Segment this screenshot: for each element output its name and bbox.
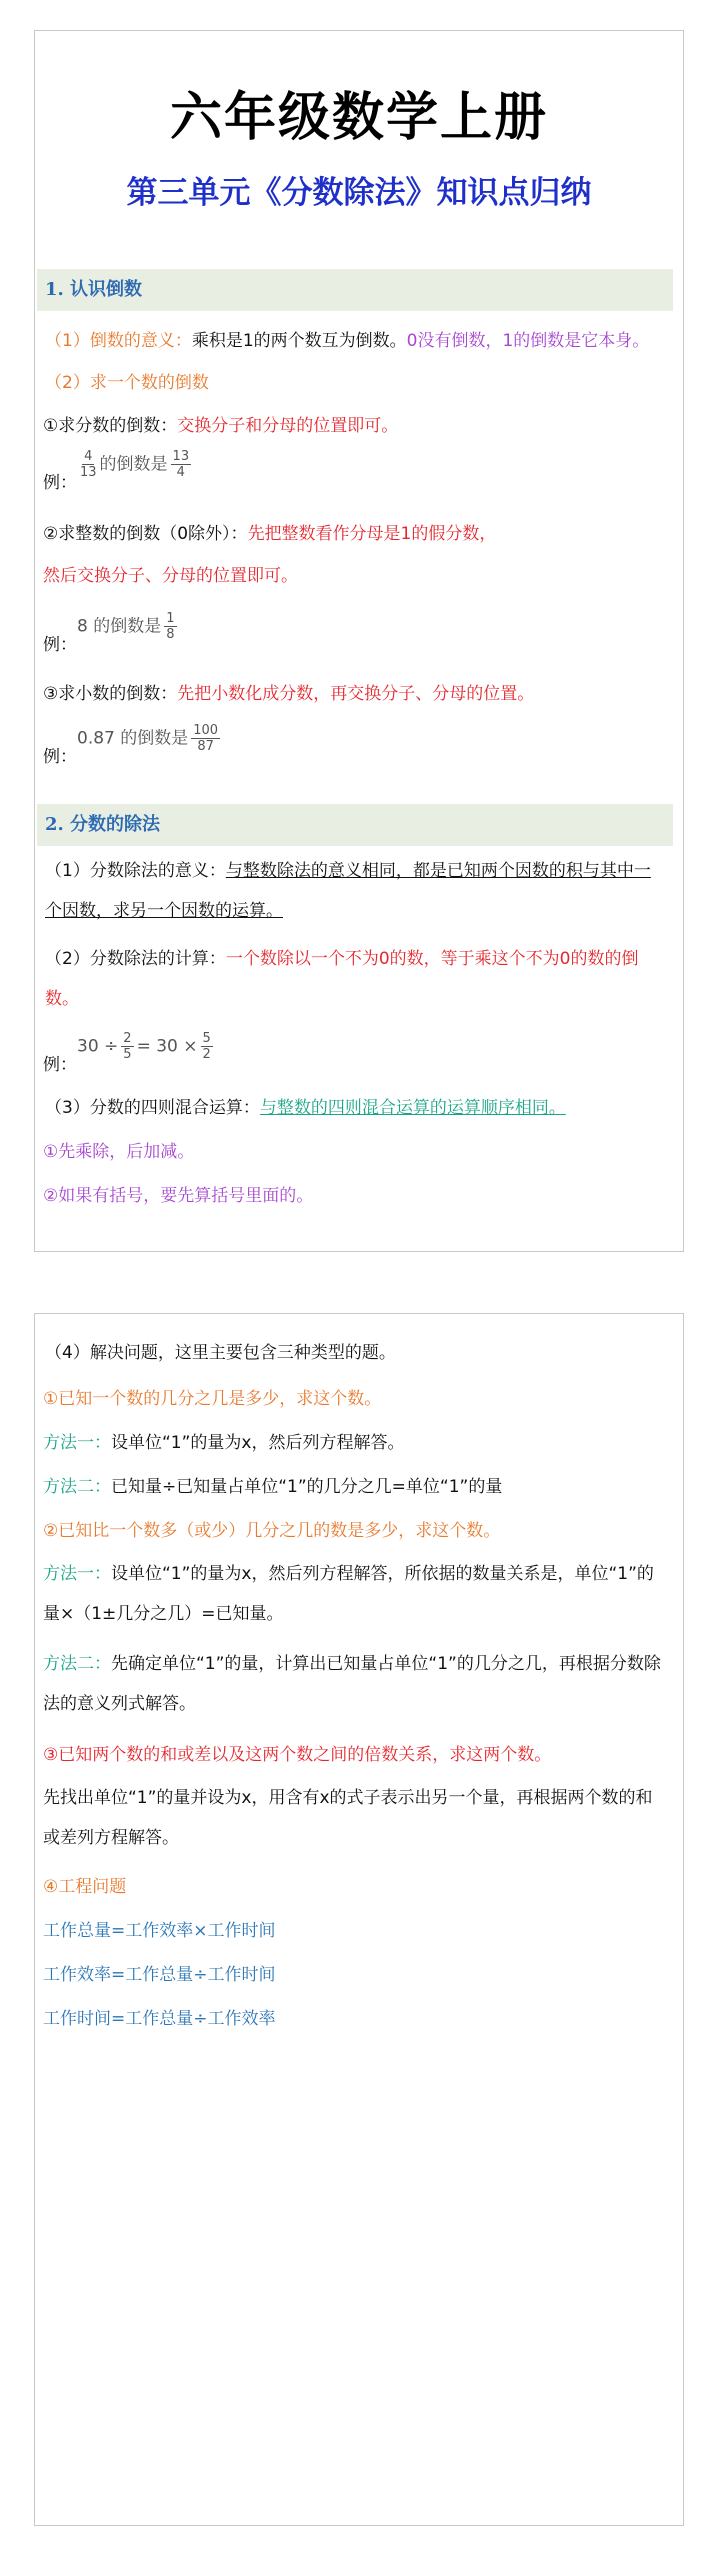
integer-reciprocal-rule: ②求整数的倒数（0除外）：先把整数看作分母是1的假分数， <box>43 524 497 544</box>
page-two <box>34 1313 684 2526</box>
type2-method2: 方法二：先确定单位“1”的量，计算出已知量占单位“1”的几分之几，再根据分数除法的意义列式解答。 <box>43 1654 661 1714</box>
type1-method2: 方法二：已知量÷已知量占单位“1”的几分之几=单位“1”的量 <box>43 1477 503 1497</box>
division-calculation: （2）分数除法的计算：一个数除以一个不为0的数，等于乘这个不为0的数的倒数。 <box>45 949 639 1009</box>
type1-method1: 方法一：设单位“1”的量为x，然后列方程解答。 <box>43 1433 405 1453</box>
mixed-operations: （3）分数的四则混合运算：与整数的四则混合运算的运算顺序相同。 <box>45 1098 566 1118</box>
integer-reciprocal-rule-cont: 然后交换分子、分母的位置即可。 <box>43 566 298 586</box>
type2-method1: 方法一：设单位“1”的量为x，然后列方程解答，所依据的数量关系是，单位“1”的量×（1±几分之几）=已知量。 <box>43 1564 654 1624</box>
formula-work-efficiency: 工作效率=工作总量÷工作时间 <box>43 1965 276 1985</box>
type3-title: ③已知两个数的和或差以及这两个数之间的倍数关系，求这两个数。 <box>43 1745 552 1765</box>
type4-title: ④工程问题 <box>43 1877 127 1897</box>
example-fraction-reciprocal: 例： $\frac{4}{13}$ 的倒数是 $\frac{13}{4}$ <box>43 449 190 493</box>
find-reciprocal-label: （2）求一个数的倒数 <box>45 373 209 393</box>
type1-title: ①已知一个数的几分之几是多少，求这个数。 <box>43 1389 382 1409</box>
formula-work-time: 工作时间=工作总量÷工作效率 <box>43 2009 276 2029</box>
example-integer-reciprocal: 例：8 的倒数是 $\frac{1}{8}$ <box>43 611 175 655</box>
page-subtitle: 第三单元《分数除法》知识点归纳 <box>126 175 592 211</box>
type2-title: ②已知比一个数多（或少）几分之几的数是多少，求这个数。 <box>43 1521 501 1541</box>
section-heading-reciprocal: 1. 认识倒数 <box>37 269 673 311</box>
reciprocal-meaning: （1）倒数的意义：乘积是1的两个数互为倒数。0没有倒数，1的倒数是它本身。 <box>45 331 650 351</box>
problem-solving-intro: （4）解决问题，这里主要包含三种类型的题。 <box>45 1343 396 1363</box>
page-one <box>34 30 684 1252</box>
division-meaning: （1）分数除法的意义：与整数除法的意义相同，都是已知两个因数的积与其中一个因数，求另一个因数的运算。 <box>45 861 651 921</box>
type3-text: 先找出单位“1”的量并设为x，用含有x的式子表示出另一个量，再根据两个数的和或差列方程解答。 <box>43 1788 653 1848</box>
example-division: 例：30 ÷ $\frac{2}{5}$ = 30 × $\frac{5}{2}$ <box>43 1031 211 1075</box>
page-title: 六年级数学上册 <box>169 87 548 148</box>
rule-brackets-first: ②如果有括号，要先算括号里面的。 <box>43 1186 314 1206</box>
fraction-reciprocal-rule: ①求分数的倒数：交换分子和分母的位置即可。 <box>43 416 399 436</box>
section-heading-division: 2. 分数的除法 <box>37 804 673 846</box>
rule-multiply-first: ①先乘除，后加减。 <box>43 1142 195 1162</box>
decimal-reciprocal-rule: ③求小数的倒数：先把小数化成分数，再交换分子、分母的位置。 <box>43 684 535 704</box>
example-decimal-reciprocal: 例：0.87 的倒数是 $\frac{100}{87}$ <box>43 723 219 767</box>
formula-work-total: 工作总量=工作效率×工作时间 <box>43 1921 276 1941</box>
